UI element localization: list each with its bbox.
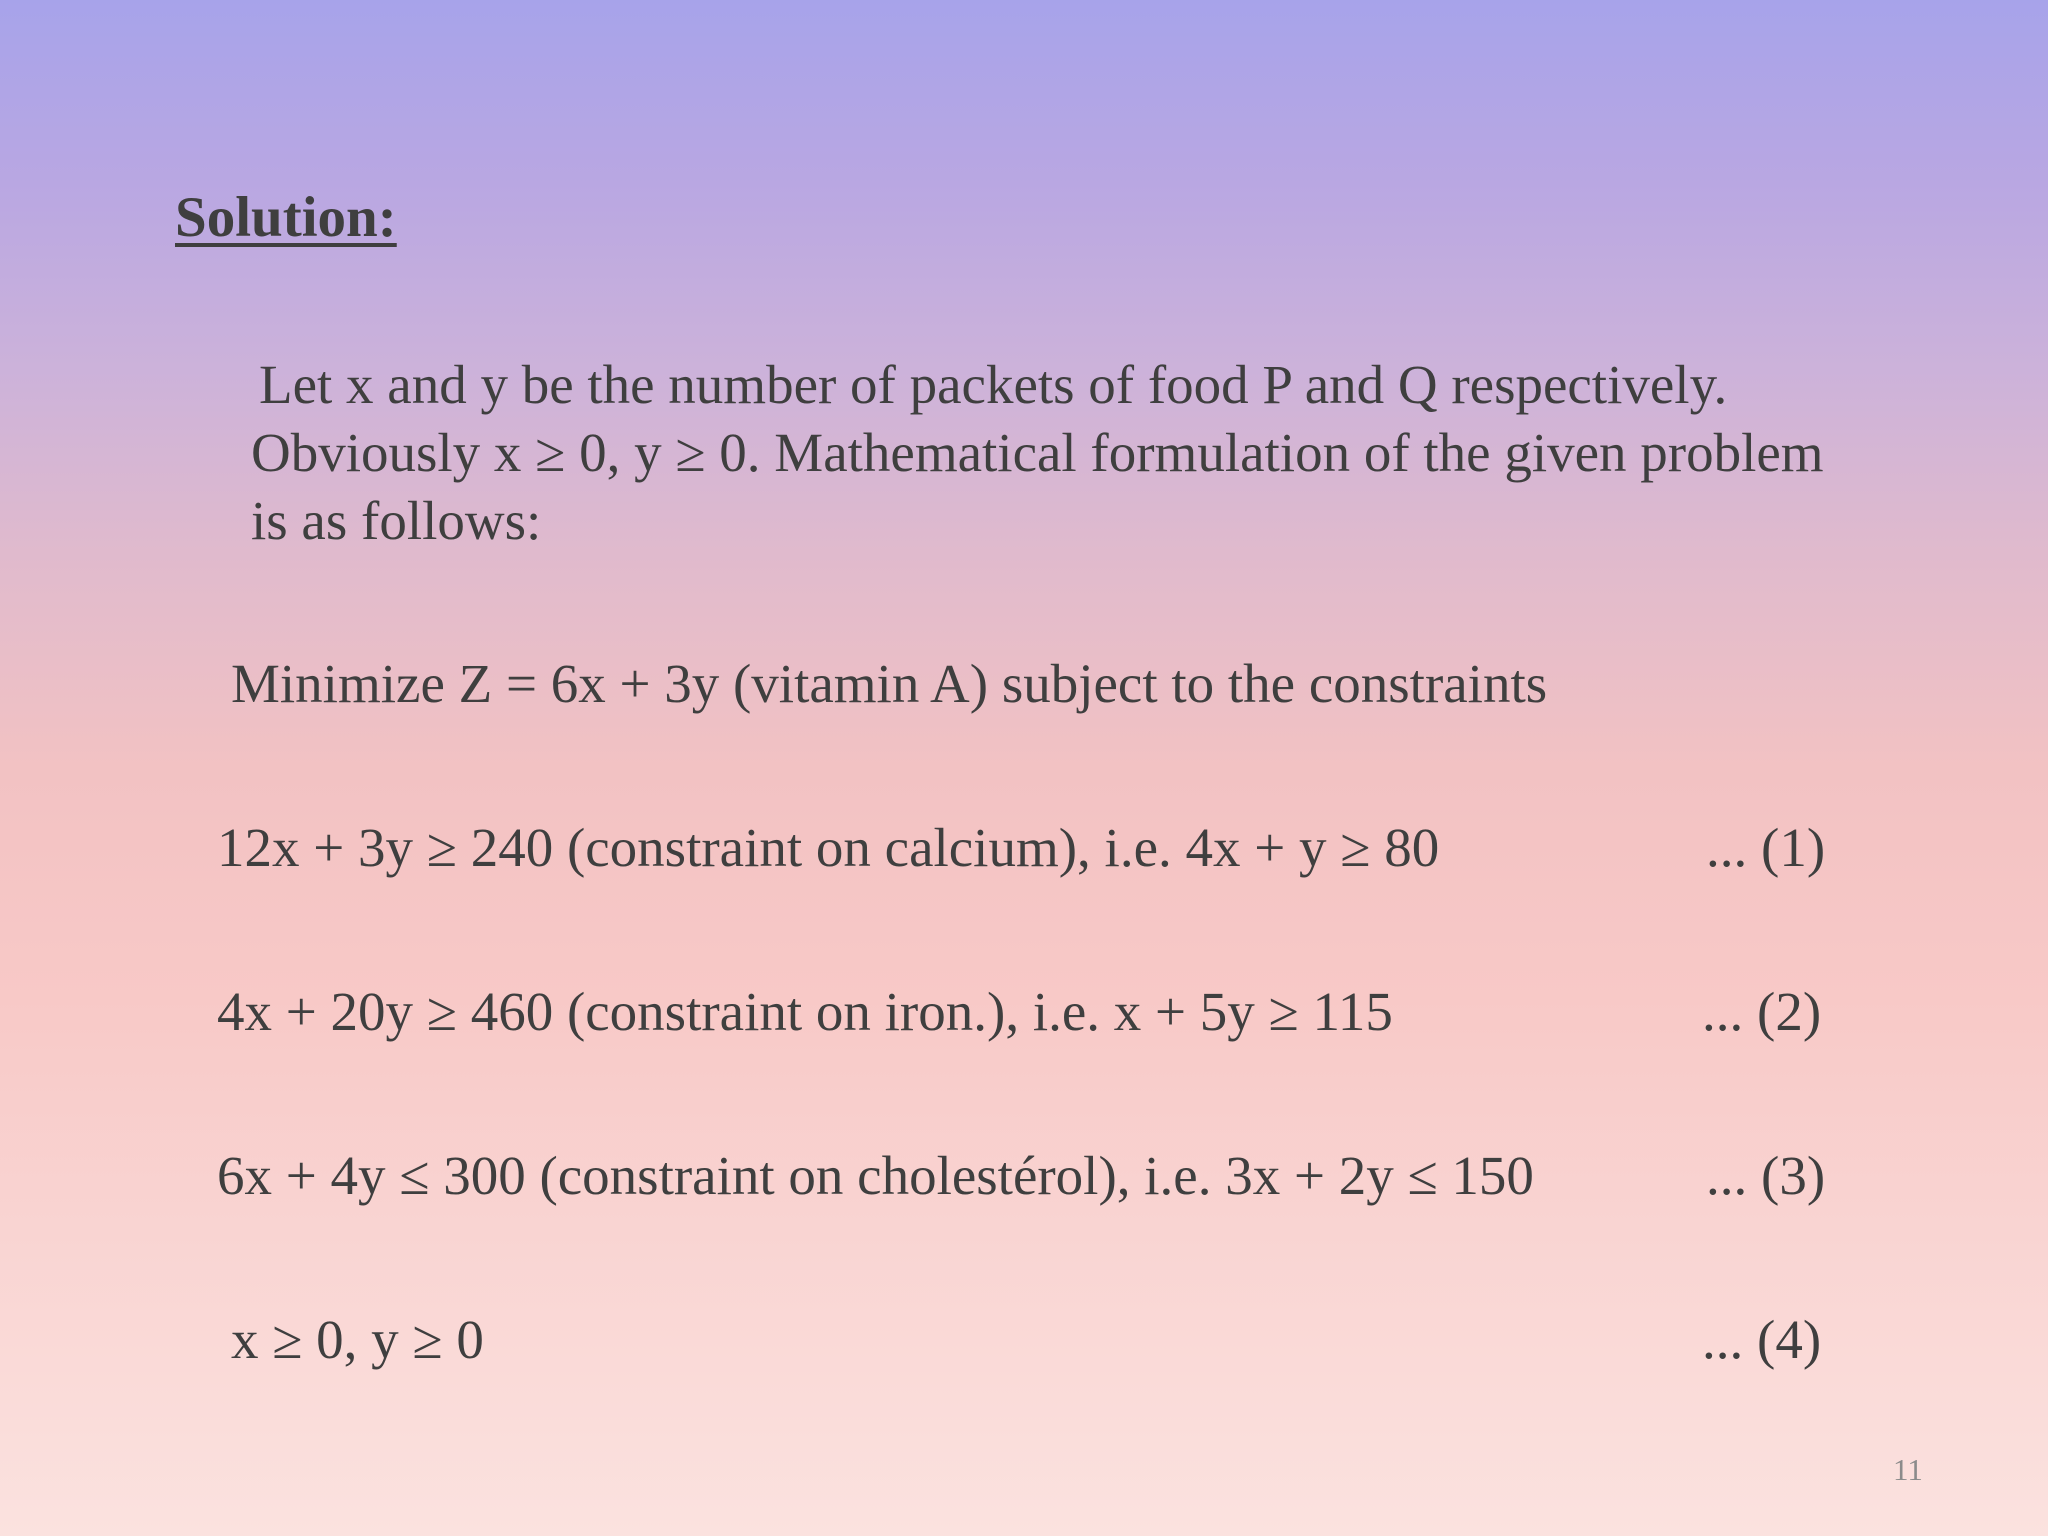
constraint-1-tag: ... (1) bbox=[1706, 817, 1826, 878]
constraint-2: 4x + 20y ≥ 460 (constraint on iron.), i.e. x + 5y ≥ 115 bbox=[217, 981, 1393, 1042]
constraint-2-tag: ... (2) bbox=[1702, 981, 1822, 1042]
objective-function: Minimize Z = 6x + 3y (vitamin A) subject to the constraints bbox=[231, 653, 1548, 714]
solution-heading: Solution: bbox=[175, 186, 397, 249]
constraint-4: x ≥ 0, y ≥ 0 bbox=[231, 1309, 484, 1370]
constraint-1: 12x + 3y ≥ 240 (constraint on calcium), i.e. 4x + y ≥ 80 bbox=[217, 817, 1440, 878]
page-number: 11 bbox=[1893, 1452, 1923, 1487]
intro-line-1: Let x and y be the number of packets of food P and Q respectively. bbox=[259, 354, 1728, 415]
intro-line-2: Obviously x ≥ 0, y ≥ 0. Mathematical formulation of the given problem bbox=[251, 422, 1824, 483]
constraint-3-tag: ... (3) bbox=[1706, 1145, 1826, 1206]
constraint-4-tag: ... (4) bbox=[1702, 1309, 1822, 1370]
constraint-3: 6x + 4y ≤ 300 (constraint on cholestérol), i.e. 3x + 2y ≤ 150 bbox=[217, 1145, 1534, 1206]
intro-line-3: is as follows: bbox=[251, 490, 542, 551]
